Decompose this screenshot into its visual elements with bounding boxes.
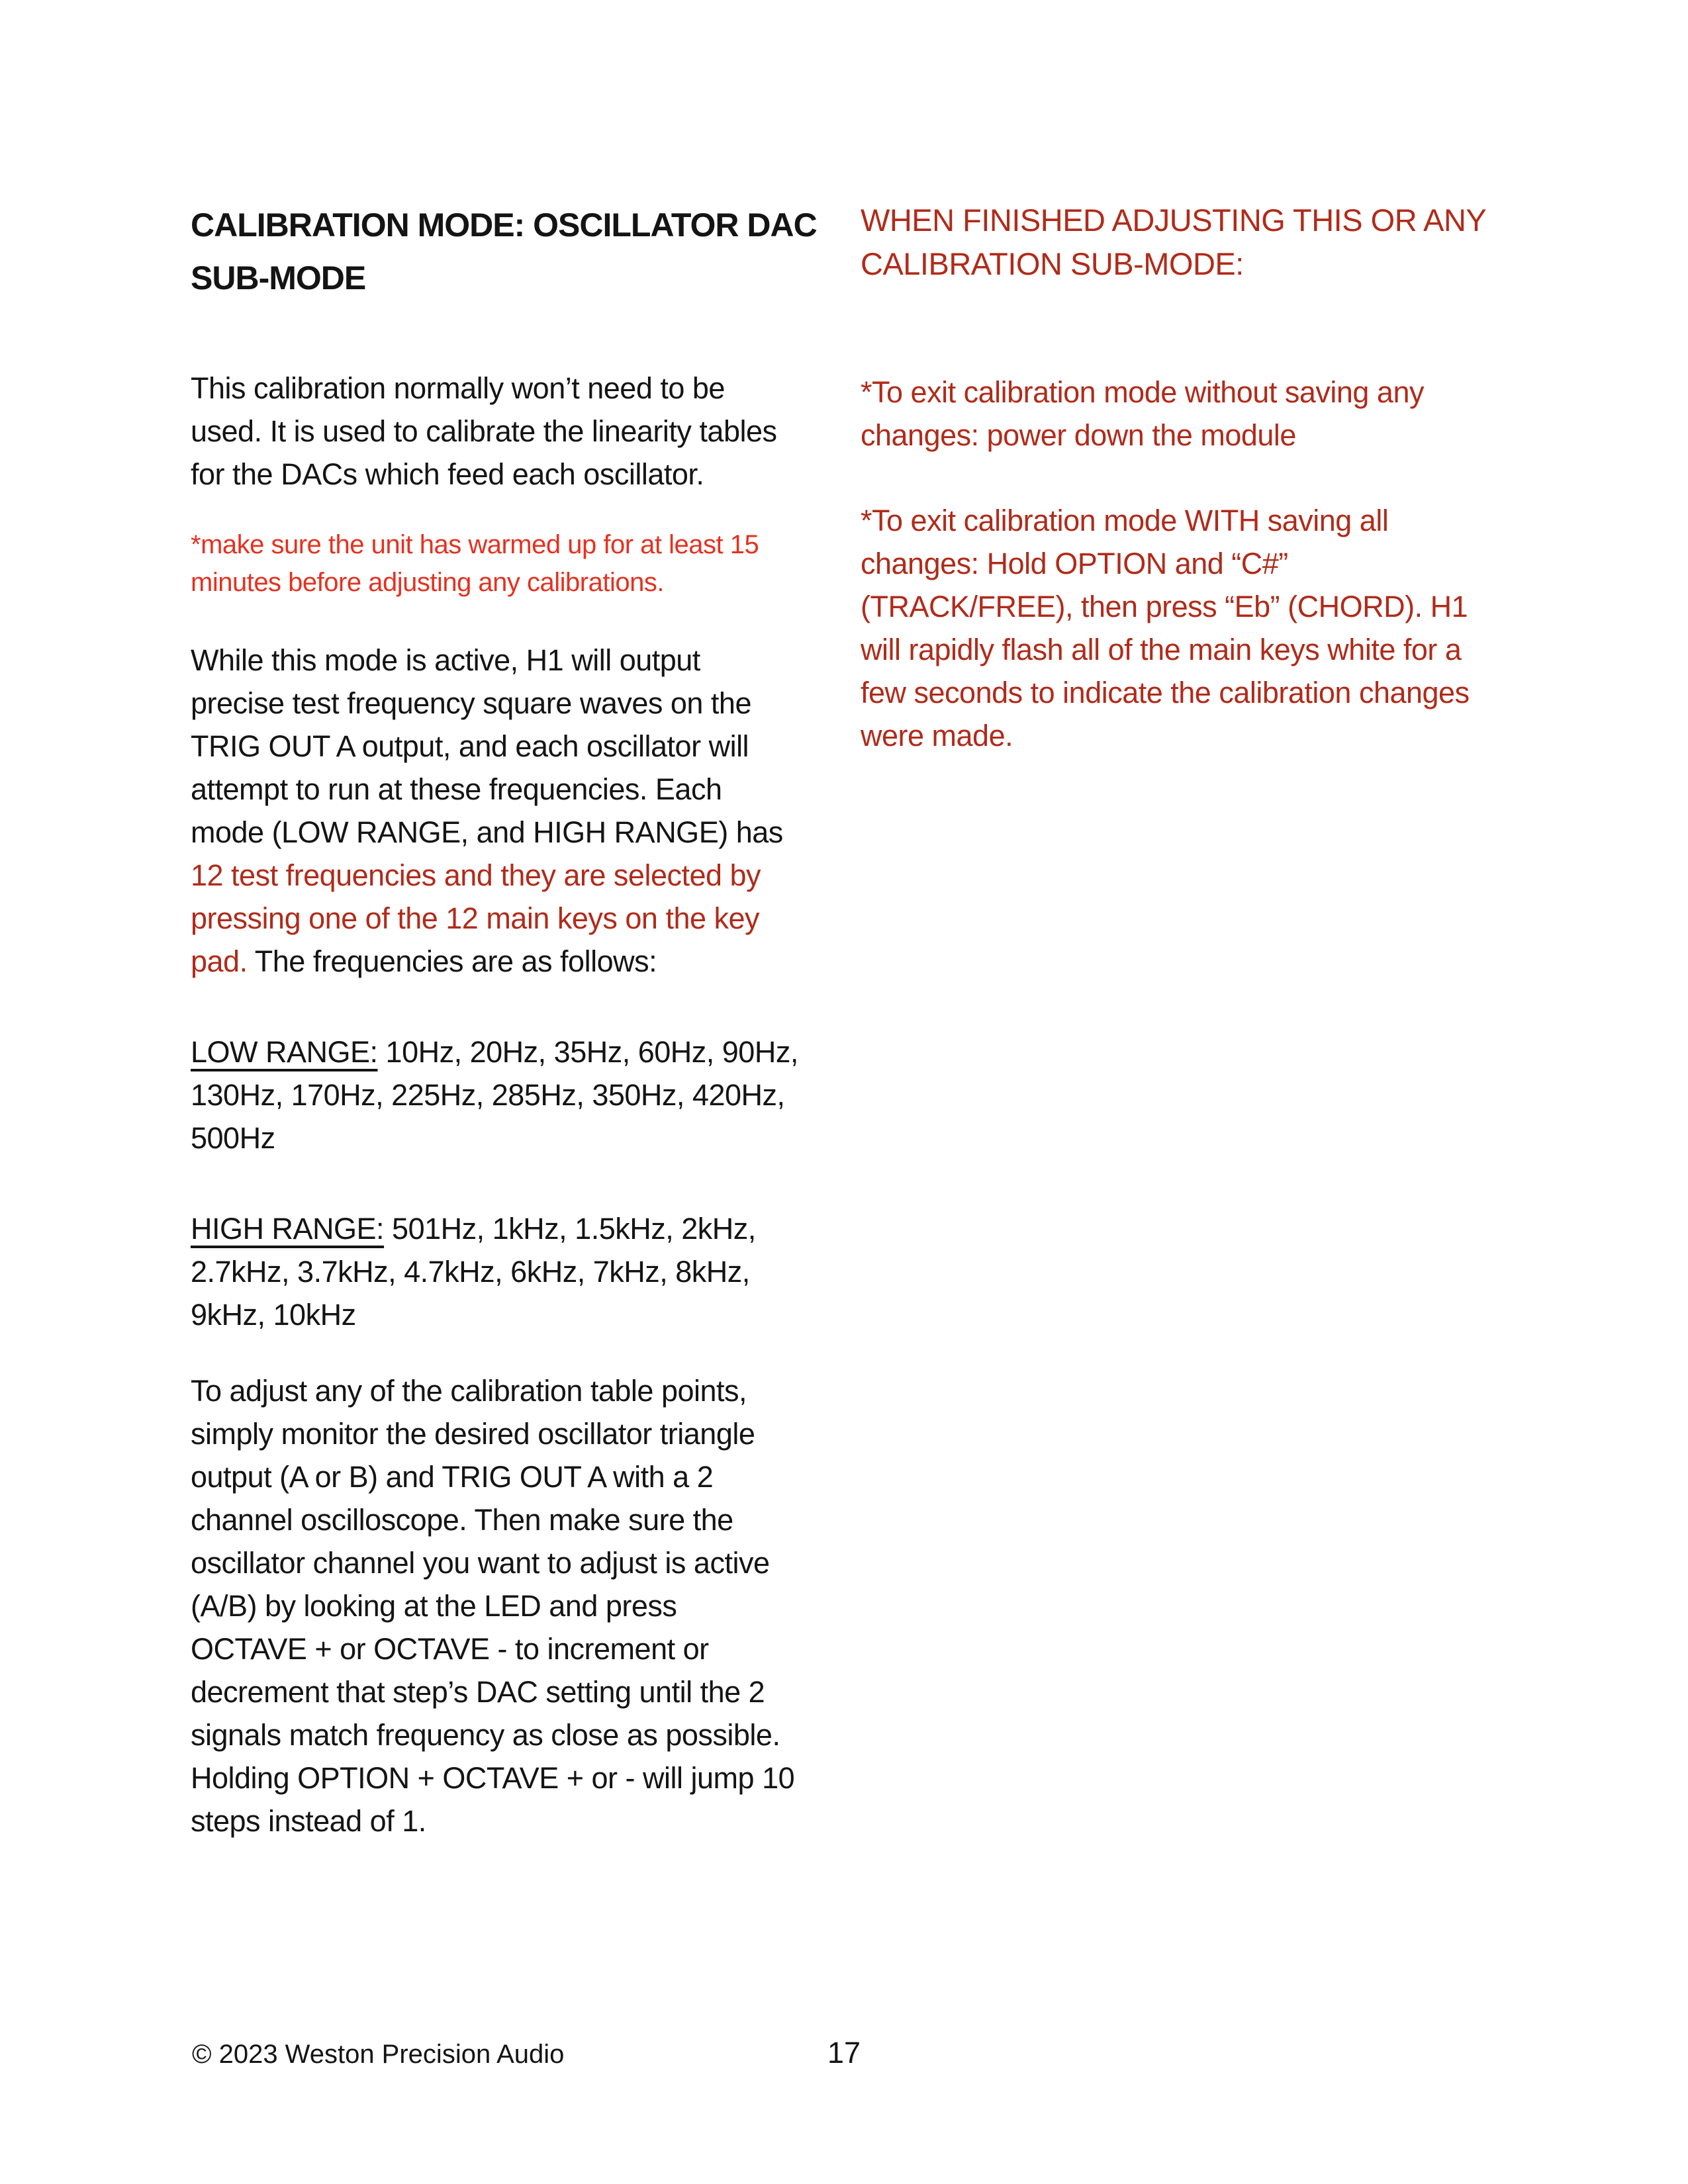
high-range-values: 501Hz, 1kHz, 1.5kHz, 2kHz, 2.7kHz, 3.7kHz, 4.7kHz, 6kHz, 7kHz, 8kHz, 9kHz, 10kHz: [191, 1212, 756, 1332]
intro-paragraph: This calibration normally won’t need to be used. It is used to calibrate the linearity tables for the DACs which feed each oscillator.: [191, 371, 777, 491]
exit-without-saving-paragraph: *To exit calibration mode without saving any changes: power down the module: [861, 375, 1424, 452]
warmup-warning-note: *make sure the unit has warmed up for at least 15 minutes before adjusting any calibrations.: [191, 530, 759, 597]
left-column: [191, 199, 817, 1843]
high-range-frequencies: [191, 1207, 800, 1336]
footer-page-number: 17: [827, 2036, 861, 2070]
finished-adjusting-heading: WHEN FINISHED ADJUSTING THIS OR ANY CALIBRATION SUB-MODE:: [861, 203, 1486, 281]
right-column: [861, 199, 1488, 757]
low-range-frequencies: [191, 1030, 800, 1160]
mode-description-black-lead: While this mode is active, H1 will output precise test frequency square waves on the TRIG OUT A output, and each oscillator will attempt to run at these frequencies. Each mode (LOW RANGE, and HIGH RANGE) has: [191, 643, 783, 849]
low-range-values: 10Hz, 20Hz, 35Hz, 60Hz, 90Hz, 130Hz, 170Hz, 225Hz, 285Hz, 350Hz, 420Hz, 500Hz: [191, 1035, 798, 1155]
exit-with-saving-paragraph: *To exit calibration mode WITH saving all changes: Hold OPTION and “C#” (TRACK/FREE), then press “Eb” (CHORD). H1 will rapidly flash all of the main keys white for a few seconds to indicate the calibration changes were made.: [861, 504, 1470, 752]
two-column-layout: [191, 199, 1488, 1843]
adjustment-instructions-paragraph: To adjust any of the calibration table points, simply monitor the desired oscillator triangle output (A or B) and TRIG OUT A with a 2 channel oscilloscope. Then make sure the oscillator channel you want to adjust is active (A/B) by looking at the LED and press OCTAVE + or OCTAVE - to increment or decrement that step’s DAC setting until the 2 signals match frequency as close as possible. Holding OPTION + OCTAVE + or - will jump 10 steps instead of 1.: [191, 1374, 795, 1838]
high-range-label: HIGH RANGE:: [191, 1212, 385, 1246]
mode-description-paragraph: [191, 639, 800, 983]
section-heading: CALIBRATION MODE: OSCILLATOR DAC SUB-MODE: [191, 206, 817, 296]
mode-description-black-tail: The frequencies are as follows:: [247, 944, 657, 978]
low-range-label: LOW RANGE:: [191, 1035, 378, 1069]
mode-description-red-span: 12 test frequencies and they are selected by pressing one of the 12 main keys on the key pad.: [191, 858, 761, 978]
footer-copyright: © 2023 Weston Precision Audio: [192, 2040, 565, 2069]
